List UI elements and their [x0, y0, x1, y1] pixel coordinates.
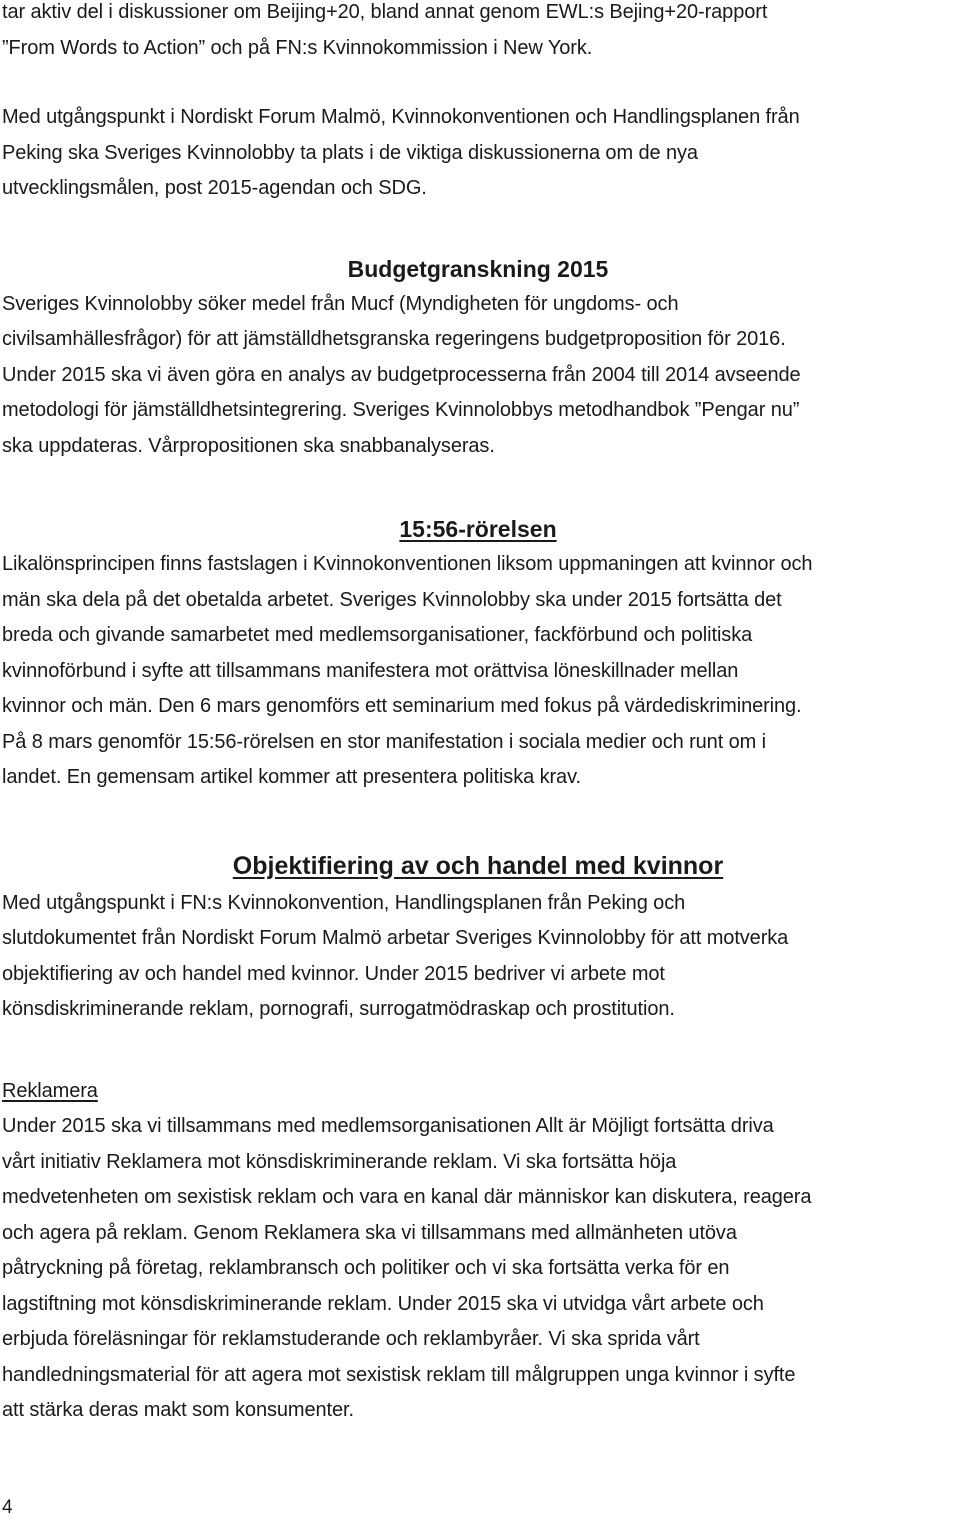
text-line: Under 2015 ska vi även göra en analys av budgetprocesserna från 2004 till 2014 avseende	[2, 363, 801, 386]
text-line: slutdokumentet från Nordiskt Forum Malmö arbetar Sveriges Kvinnolobby för att motverka	[2, 927, 789, 949]
objectification-heading: Objektifiering av och handel med kvinnor	[232, 851, 724, 880]
text-line: och agera på reklam. Genom Reklamera ska vi tillsammans med allmänheten utöva	[2, 1221, 737, 1244]
text-line: att stärka deras makt som konsumenter.	[2, 1399, 354, 1421]
budget-heading: Budgetgranskning 2015	[347, 255, 609, 282]
text-line: Sveriges Kvinnolobby söker medel från Mucf (Myndigheten för ungdoms- och	[2, 292, 679, 315]
text-line: vårt initiativ Reklamera mot könsdiskriminerande reklam. Vi ska fortsätta höja	[2, 1150, 677, 1173]
text-line: tar aktiv del i diskussioner om Beijing+20, bland annat genom EWL:s Bejing+20-rapport	[2, 1, 768, 23]
text-line: påtryckning på företag, reklambransch och politiker och vi ska fortsätta verka för en	[2, 1257, 730, 1279]
text-line: män ska dela på det obetalda arbetet. Sveriges Kvinnolobby ska under 2015 fortsätta det	[2, 588, 782, 611]
text-line: utvecklingsmålen, post 2015-agendan och SDG.	[2, 177, 427, 199]
text-line: ska uppdateras. Vårpropositionen ska snabbanalyseras.	[2, 434, 495, 457]
text-line: Med utgångspunkt i Nordiskt Forum Malmö, Kvinnokonventionen och Handlingsplanen från	[2, 106, 800, 128]
text-line: landet. En gemensam artikel kommer att presentera politiska krav.	[2, 766, 581, 788]
page-number: 4	[2, 1497, 13, 1518]
text-line: könsdiskriminerande reklam, pornografi, surrogatmödraskap och prostitution.	[2, 998, 675, 1020]
movement-1556-heading: 15:56-rörelsen	[399, 516, 557, 542]
text-line: Med utgångspunkt i FN:s Kvinnokonvention, Handlingsplanen från Peking och	[2, 891, 686, 914]
text-line: Likalönsprincipen finns fastslagen i Kvinnokonventionen liksom uppmaningen att kvinnor och	[2, 553, 813, 575]
text-line: handledningsmaterial för att agera mot sexistisk reklam till målgruppen unga kvinnor i syfte	[2, 1363, 796, 1386]
reklamera-heading: Reklamera	[2, 1079, 98, 1102]
text-line: medvetenheten om sexistisk reklam och vara en kanal där människor kan diskutera, reagera	[2, 1186, 812, 1208]
text-line: metodologi för jämställdhetsintegrering. Sveriges Kvinnolobbys metodhandbok ”Pengar nu”	[2, 399, 800, 421]
objectification-paragraph	[2, 886, 954, 1028]
text-line: lagstiftning mot könsdiskriminerande reklam. Under 2015 ska vi utvidga vårt arbete och	[2, 1292, 764, 1315]
text-line: Under 2015 ska vi tillsammans med medlemsorganisationen Allt är Möjligt fortsätta driva	[2, 1115, 774, 1137]
text-line: civilsamhällesfrågor) för att jämställdhetsgranska regeringens budgetproposition för 2016.	[2, 328, 786, 350]
reklamera-paragraph	[2, 1109, 954, 1429]
text-line: objektifiering av och handel med kvinnor. Under 2015 bedriver vi arbete mot	[2, 962, 665, 985]
text-line: erbjuda föreläsningar för reklamstuderande och reklambyråer. Vi ska sprida vårt	[2, 1328, 700, 1350]
intro-paragraph	[2, 0, 954, 66]
malmo-paragraph	[2, 100, 954, 207]
text-line: kvinnor och män. Den 6 mars genomförs ett seminarium med fokus på värdediskriminering.	[2, 695, 802, 717]
movement-1556-paragraph	[2, 547, 954, 796]
text-line: breda och givande samarbetet med medlemsorganisationer, fackförbund och politiska	[2, 624, 753, 646]
text-line: kvinnoförbund i syfte att tillsammans manifestera mot orättvisa löneskillnader mellan	[2, 659, 739, 682]
text-line: På 8 mars genomför 15:56-rörelsen en stor manifestation i sociala medier och runt om i	[2, 730, 766, 753]
budget-paragraph	[2, 287, 954, 465]
text-line: ”From Words to Action” och på FN:s Kvinnokommission i New York.	[2, 36, 593, 59]
text-line: Peking ska Sveriges Kvinnolobby ta plats i de viktiga diskussionerna om de nya	[2, 141, 698, 164]
